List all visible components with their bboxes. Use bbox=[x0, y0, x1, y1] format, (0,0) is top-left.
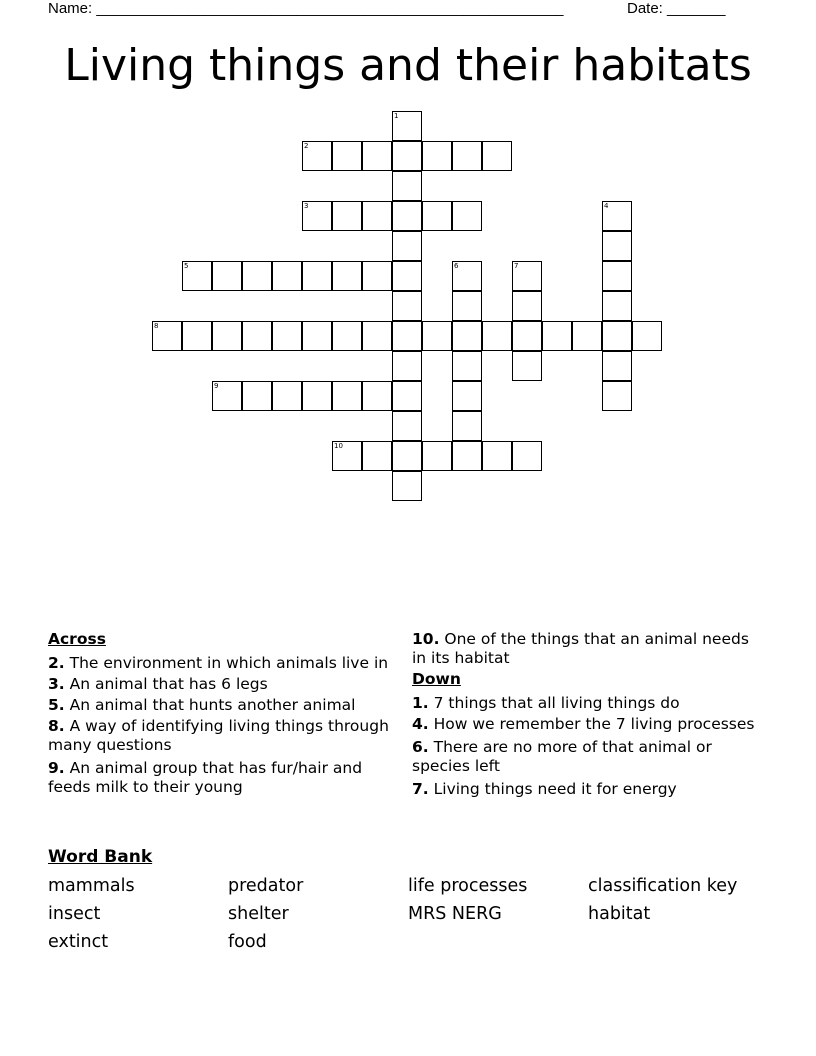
crossword-cell[interactable] bbox=[602, 261, 632, 291]
crossword-cell[interactable] bbox=[542, 321, 572, 351]
crossword-cell[interactable] bbox=[602, 201, 632, 231]
crossword-cell[interactable] bbox=[392, 351, 422, 381]
cell-number: 5 bbox=[184, 262, 189, 270]
name-field-label: Name: ________________________________________________________ bbox=[48, 0, 564, 17]
cell-number: 3 bbox=[304, 202, 309, 210]
crossword-cell[interactable] bbox=[332, 441, 362, 471]
crossword-cell[interactable] bbox=[242, 321, 272, 351]
cell-number: 1 bbox=[394, 112, 399, 120]
crossword-cell[interactable] bbox=[422, 441, 452, 471]
crossword-cell[interactable] bbox=[212, 261, 242, 291]
crossword-cell[interactable] bbox=[302, 261, 332, 291]
crossword-cell[interactable] bbox=[362, 201, 392, 231]
clue-number: 9. bbox=[48, 759, 65, 777]
crossword-cell[interactable] bbox=[422, 201, 452, 231]
crossword-cell[interactable] bbox=[572, 321, 602, 351]
crossword-cell[interactable] bbox=[422, 321, 452, 351]
crossword-cell[interactable] bbox=[392, 171, 422, 201]
crossword-cell[interactable] bbox=[362, 321, 392, 351]
crossword-cell[interactable] bbox=[452, 261, 482, 291]
word-bank-item: predator bbox=[228, 876, 304, 896]
crossword-cell[interactable] bbox=[332, 141, 362, 171]
crossword-cell[interactable] bbox=[602, 231, 632, 261]
crossword-cell[interactable] bbox=[392, 111, 422, 141]
crossword-cell[interactable] bbox=[482, 141, 512, 171]
crossword-cell[interactable] bbox=[452, 201, 482, 231]
word-bank-item: shelter bbox=[228, 904, 289, 924]
crossword-cell[interactable] bbox=[452, 441, 482, 471]
cell-number: 9 bbox=[214, 382, 219, 390]
crossword-cell[interactable] bbox=[392, 261, 422, 291]
crossword-cell[interactable] bbox=[392, 381, 422, 411]
crossword-cell[interactable] bbox=[602, 291, 632, 321]
crossword-cell[interactable] bbox=[452, 291, 482, 321]
crossword-cell[interactable] bbox=[602, 381, 632, 411]
crossword-cell[interactable] bbox=[512, 351, 542, 381]
clue-number: 6. bbox=[412, 738, 429, 756]
crossword-cell[interactable] bbox=[272, 261, 302, 291]
clue-down-7 bbox=[412, 780, 762, 799]
clue-number: 4. bbox=[412, 715, 429, 733]
word-bank-item: MRS NERG bbox=[408, 904, 502, 924]
clue-across-3 bbox=[48, 675, 393, 694]
crossword-cell[interactable] bbox=[392, 411, 422, 441]
crossword-cell[interactable] bbox=[152, 321, 182, 351]
clue-text: An animal group that has fur/hair and feeds milk to their young bbox=[48, 759, 363, 796]
clue-text: 7 things that all living things do bbox=[433, 694, 680, 712]
crossword-cell[interactable] bbox=[392, 441, 422, 471]
crossword-cell[interactable] bbox=[332, 201, 362, 231]
clue-across-2 bbox=[48, 654, 393, 673]
word-bank-item: food bbox=[228, 932, 267, 952]
clue-number: 1. bbox=[412, 694, 429, 712]
clue-number: 10. bbox=[412, 630, 440, 648]
clue-across-9 bbox=[48, 759, 393, 797]
crossword-cell[interactable] bbox=[452, 141, 482, 171]
crossword-cell[interactable] bbox=[512, 261, 542, 291]
clue-text: There are no more of that animal or species left bbox=[412, 738, 712, 775]
clue-text: Living things need it for energy bbox=[433, 780, 677, 798]
cell-number: 2 bbox=[304, 142, 309, 150]
clue-number: 2. bbox=[48, 654, 65, 672]
crossword-cell[interactable] bbox=[272, 321, 302, 351]
crossword-cell[interactable] bbox=[302, 321, 332, 351]
crossword-cell[interactable] bbox=[272, 381, 302, 411]
crossword-cell[interactable] bbox=[452, 411, 482, 441]
cell-number: 6 bbox=[454, 262, 459, 270]
crossword-cell[interactable] bbox=[362, 141, 392, 171]
cell-number: 10 bbox=[334, 442, 343, 450]
word-bank-item: extinct bbox=[48, 932, 109, 952]
clue-text: One of the things that an animal needs in its habitat bbox=[412, 630, 749, 667]
clue-down-1 bbox=[412, 694, 762, 713]
crossword-cell[interactable] bbox=[392, 141, 422, 171]
word-bank-item: classification key bbox=[588, 876, 738, 896]
crossword-cell[interactable] bbox=[302, 201, 332, 231]
page-title: Living things and their habitats bbox=[64, 40, 752, 91]
clue-across-10 bbox=[412, 630, 762, 668]
word-bank-item: life processes bbox=[408, 876, 528, 896]
crossword-cell[interactable] bbox=[602, 351, 632, 381]
crossword-grid bbox=[0, 0, 816, 520]
crossword-cell[interactable] bbox=[452, 381, 482, 411]
cell-number: 7 bbox=[514, 262, 519, 270]
crossword-cell[interactable] bbox=[452, 351, 482, 381]
clue-text: An animal that has 6 legs bbox=[69, 675, 268, 693]
crossword-cell[interactable] bbox=[482, 441, 512, 471]
crossword-cell[interactable] bbox=[452, 321, 482, 351]
clue-text: An animal that hunts another animal bbox=[69, 696, 356, 714]
crossword-cell[interactable] bbox=[422, 141, 452, 171]
cell-number: 8 bbox=[154, 322, 159, 330]
crossword-cell[interactable] bbox=[392, 231, 422, 261]
clue-number: 3. bbox=[48, 675, 65, 693]
crossword-cell[interactable] bbox=[392, 291, 422, 321]
clues-column-right bbox=[412, 630, 762, 801]
crossword-cell[interactable] bbox=[302, 141, 332, 171]
crossword-cell[interactable] bbox=[482, 321, 512, 351]
clue-text: A way of identifying living things through many questions bbox=[48, 717, 389, 754]
word-bank-item: habitat bbox=[588, 904, 651, 924]
crossword-cell[interactable] bbox=[392, 471, 422, 501]
clue-number: 5. bbox=[48, 696, 65, 714]
crossword-cell[interactable] bbox=[182, 321, 212, 351]
word-bank-item: mammals bbox=[48, 876, 135, 896]
word-bank-title: Word Bank bbox=[48, 847, 153, 867]
clue-down-4 bbox=[412, 715, 762, 734]
down-heading: Down bbox=[412, 670, 461, 688]
crossword-cell[interactable] bbox=[212, 381, 242, 411]
crossword-cell[interactable] bbox=[362, 381, 392, 411]
crossword-cell[interactable] bbox=[182, 261, 212, 291]
across-heading: Across bbox=[48, 630, 106, 648]
crossword-cell[interactable] bbox=[392, 321, 422, 351]
clue-text: The environment in which animals live in bbox=[69, 654, 389, 672]
clue-down-6 bbox=[412, 738, 762, 776]
crossword-cell[interactable] bbox=[332, 381, 362, 411]
cell-number: 4 bbox=[604, 202, 609, 210]
clue-text: How we remember the 7 living processes bbox=[433, 715, 755, 733]
crossword-cell[interactable] bbox=[332, 261, 362, 291]
clue-across-8 bbox=[48, 717, 393, 755]
clues-column-left bbox=[48, 630, 393, 799]
crossword-cell[interactable] bbox=[602, 321, 632, 351]
crossword-cell[interactable] bbox=[302, 381, 332, 411]
crossword-cell[interactable] bbox=[632, 321, 662, 351]
clue-across-5 bbox=[48, 696, 393, 715]
clue-number: 7. bbox=[412, 780, 429, 798]
word-bank-item: insect bbox=[48, 904, 101, 924]
crossword-cell[interactable] bbox=[332, 321, 362, 351]
clue-number: 8. bbox=[48, 717, 65, 735]
crossword-cell[interactable] bbox=[242, 261, 272, 291]
crossword-cell[interactable] bbox=[392, 201, 422, 231]
crossword-cell[interactable] bbox=[512, 321, 542, 351]
crossword-cell[interactable] bbox=[242, 381, 272, 411]
crossword-cell[interactable] bbox=[512, 441, 542, 471]
crossword-cell[interactable] bbox=[212, 321, 242, 351]
crossword-cell[interactable] bbox=[512, 291, 542, 321]
crossword-cell[interactable] bbox=[362, 261, 392, 291]
crossword-cell[interactable] bbox=[362, 441, 392, 471]
date-field-label: Date: _______ bbox=[627, 0, 726, 17]
